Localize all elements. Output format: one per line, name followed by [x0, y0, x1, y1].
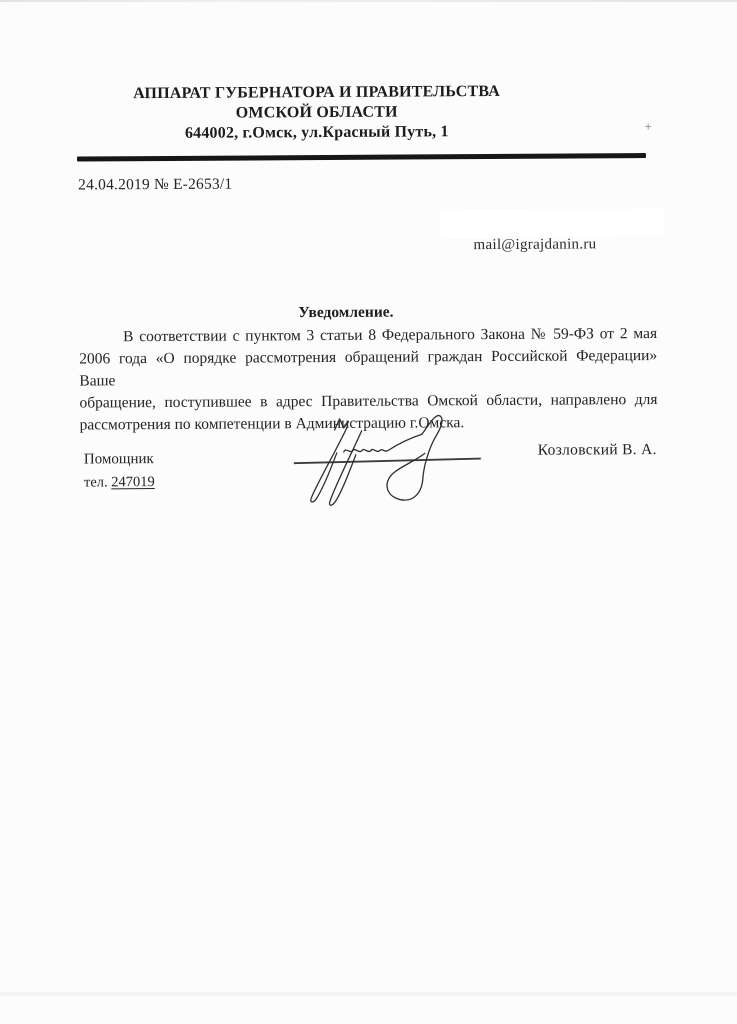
letterhead — [0, 81, 634, 145]
body-line: рассмотрения по компетенции в Администрацию г.Омска. — [79, 414, 465, 434]
scan-white-patch — [440, 209, 664, 238]
reference-number: 24.04.2019 № Е-2653/1 — [78, 175, 233, 194]
body-line: 2006 года «О порядке рассмотрения обращений граждан Российской Федерации» Ваше — [79, 346, 658, 390]
scan-plus-mark: + — [644, 120, 652, 134]
letterhead-org-line1: АППАРАТ ГУБЕРНАТОРА И ПРАВИТЕЛЬСТВА — [133, 82, 501, 103]
phone-label: тел. — [83, 474, 108, 491]
signer-role: Помощник — [83, 451, 154, 468]
recipient-email: mail@igrajdanin.ru — [473, 236, 597, 254]
signer-phone — [84, 474, 155, 491]
letterhead-divider — [77, 153, 646, 161]
body-line: обращение, поступившее в адрес Правительства Омской области, направлено для — [79, 390, 658, 412]
document-title: Уведомление. — [298, 303, 394, 322]
signer-name: Козловский В. А. — [537, 440, 657, 459]
letterhead-address: 644002, г.Омск, ул.Красный Путь, 1 — [184, 123, 449, 142]
phone-number: 247019 — [111, 474, 155, 491]
letterhead-org-line2: ОМСКОЙ ОБЛАСТИ — [235, 103, 398, 122]
handwritten-signature-icon — [289, 405, 490, 516]
body-line: В соответствии с пунктом 3 статьи 8 Федерального Закона № 59-ФЗ от 2 мая — [123, 324, 658, 346]
